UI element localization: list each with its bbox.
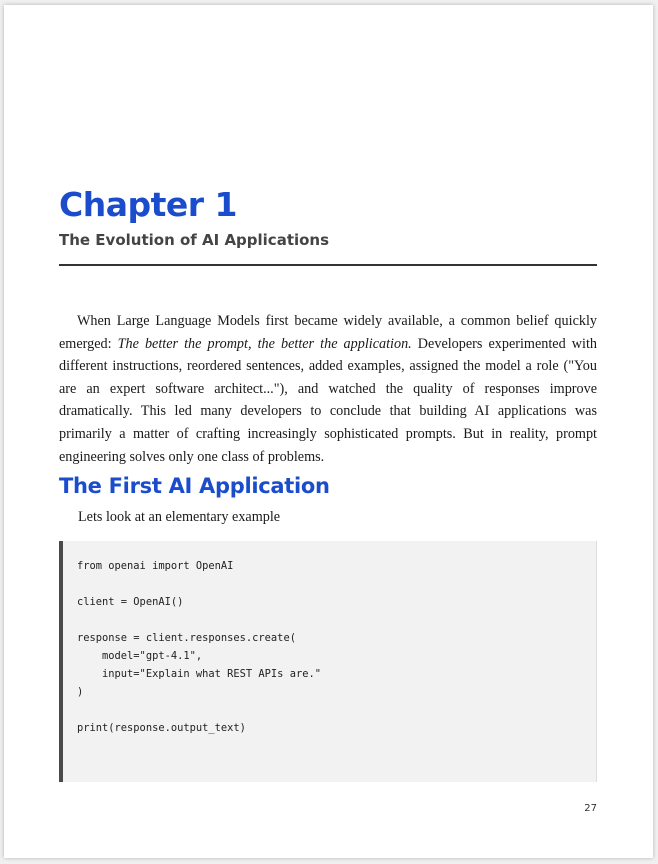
title-divider bbox=[59, 264, 597, 266]
document-page bbox=[4, 5, 653, 858]
intro-paragraph bbox=[59, 310, 597, 468]
intro-text-end: Developers experimented with different instructions, reordered sentences, added examples, assigned the model a role ("You are an expert software architect..."), and watched the quality of responses improve dramatically. This led many developers to conclude that building AI applications was primarily a matter of crafting increasingly sophisticated prompts. But in reality, prompt engineering solves only one class of problems. bbox=[59, 335, 597, 465]
page-number: 27 bbox=[584, 803, 597, 814]
intro-emphasis: The better the prompt, the better the application. bbox=[117, 335, 412, 352]
chapter-subtitle: The Evolution of AI Applications bbox=[59, 231, 330, 249]
intro-text-start: When Large Language Models first became widely available, a common belief quickly emerged: bbox=[59, 313, 597, 352]
chapter-title: Chapter 1 bbox=[59, 185, 237, 224]
section-lead-text: Lets look at an elementary example bbox=[78, 509, 281, 525]
code-block bbox=[59, 541, 597, 782]
section-heading: The First AI Application bbox=[59, 474, 330, 498]
code-listing: from openai import OpenAI client = OpenAI() response = client.responses.create( model="gpt-4.1", input="Explain what REST APIs are." ) print(response.output_text) bbox=[77, 560, 321, 734]
